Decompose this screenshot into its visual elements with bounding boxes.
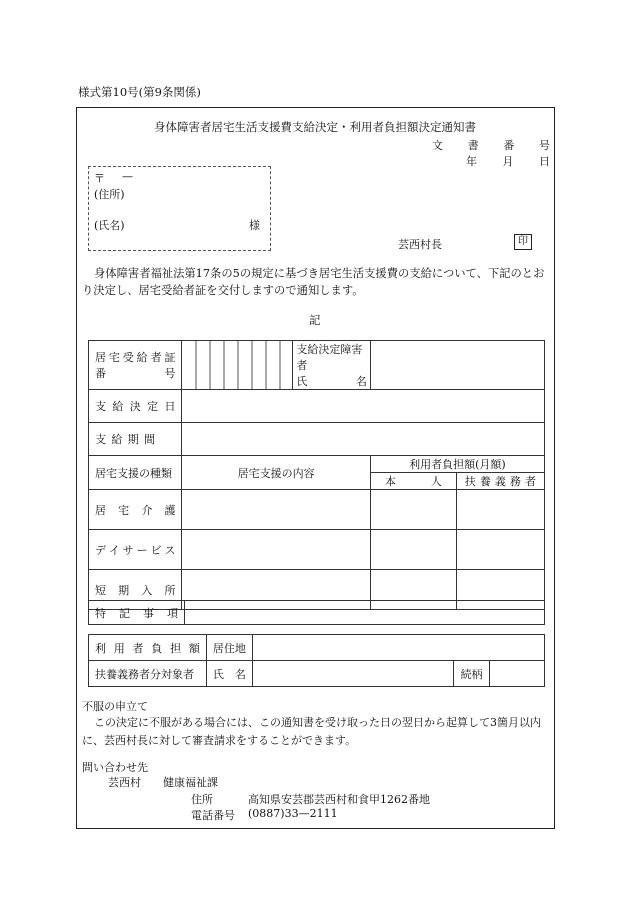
- date-label: [466, 153, 550, 169]
- label-char: 支: [95, 400, 106, 413]
- label-char: 者: [524, 475, 536, 488]
- special-notes-label: [89, 601, 185, 625]
- address-window: [88, 166, 271, 251]
- ki-heading: 記: [309, 313, 321, 327]
- label-char: 号: [538, 139, 550, 152]
- label-char: 書: [467, 139, 479, 152]
- label-char: 氏: [212, 667, 224, 681]
- label-char: 介: [141, 503, 153, 517]
- user-burden-label: [89, 635, 207, 661]
- contact-department: 健康福祉課: [163, 776, 218, 789]
- label-char: 月: [502, 155, 514, 168]
- address-label: (住所): [94, 188, 125, 201]
- label-char: 居: [95, 503, 106, 517]
- label-char: 担: [170, 641, 182, 655]
- label-char: 特: [95, 606, 106, 620]
- label-char: 決: [129, 400, 141, 413]
- label-char: 扶: [464, 475, 476, 488]
- document-number-label: [432, 137, 550, 153]
- service-content-cell: [182, 530, 370, 570]
- label-char: 用: [113, 641, 125, 655]
- label-char: 負: [151, 641, 163, 655]
- label-char: 護: [164, 503, 176, 517]
- label-char: 人: [430, 475, 442, 488]
- label-char: 給: [112, 400, 124, 413]
- appeal-body: この決定に不服がある場合には、この通知書を受け取った日の翌日から起算して3箇月以内に、芸西村長に対して審査請求をすることができます。: [82, 716, 541, 747]
- label-char: 額: [188, 641, 200, 655]
- burden-dependent-cell: [456, 490, 544, 530]
- label-char: 証: [164, 351, 176, 364]
- special-notes-table: [88, 600, 545, 625]
- label-char: イ: [108, 543, 120, 557]
- label-char: 番: [95, 367, 106, 380]
- service-type-header: 居宅支援の種類: [89, 456, 182, 490]
- decision-date-value: [182, 390, 545, 423]
- label-char: 給: [136, 351, 148, 364]
- burden-self-cell: [370, 490, 456, 530]
- service-day-service: [89, 530, 182, 570]
- label-char: 給: [111, 433, 123, 446]
- label-char: 短: [95, 583, 106, 597]
- label-char: 日: [539, 155, 550, 168]
- postal-dash: —: [122, 170, 133, 183]
- burden-dependent-cell: [456, 530, 544, 570]
- special-notes-value: [185, 601, 545, 625]
- label-char: 日: [164, 400, 176, 413]
- label-char: 事: [143, 606, 154, 620]
- label-char: 文: [432, 139, 443, 152]
- contact-address-label: 住所: [191, 793, 213, 806]
- burden-dependent-header: [456, 473, 544, 490]
- label-char: 所: [164, 583, 176, 597]
- dependent-name-label: [206, 661, 252, 687]
- label-char: 名: [355, 375, 367, 388]
- label-char: 者: [132, 641, 144, 655]
- contact-municipality: 芸西村: [108, 776, 141, 789]
- label-char: ー: [136, 543, 148, 557]
- label-char: 年: [466, 155, 477, 168]
- label-char: 受: [122, 351, 134, 364]
- label-char: 記: [119, 606, 130, 620]
- label-char: 入: [141, 583, 153, 597]
- burden-header: 利用者負担額(月額): [370, 456, 544, 473]
- label-char: 号: [164, 367, 176, 380]
- label-char: 務: [509, 475, 521, 488]
- label-char: 期: [127, 433, 139, 446]
- service-content-cell: [182, 490, 370, 530]
- honorific: 様: [249, 219, 260, 232]
- residence-label: 居住地: [206, 635, 252, 661]
- label-char: 期: [118, 583, 130, 597]
- notice-body: 身体障害者福祉法第17条の5の規定に基づき居宅生活支援費の支給について、下記のとおり決定し、居宅受給者証を交付しますので通知します。: [82, 267, 545, 297]
- dependent-target-label: 扶養義務者分対象者: [89, 661, 207, 687]
- contact-heading: 問い合わせ先: [82, 761, 148, 774]
- issuer-title: 芸西村長: [398, 238, 442, 251]
- label-char: 宅: [118, 503, 130, 517]
- label-char: 居: [95, 351, 106, 364]
- label-char: ビ: [150, 543, 162, 557]
- contact-address: 高知県安芸郡芸西村和食甲1262番地: [248, 793, 430, 806]
- contact-phone: (0887)33—2111: [248, 807, 338, 820]
- relation-value: [490, 661, 545, 687]
- label-char: デ: [95, 543, 106, 557]
- label-char: 名: [234, 667, 246, 681]
- service-content-header: 居宅支援の内容: [182, 456, 370, 490]
- label-char: 者: [150, 351, 162, 364]
- burden-self-cell: [370, 530, 456, 570]
- burden-table: [88, 634, 545, 687]
- relation-label: 続柄: [454, 661, 490, 687]
- label-char: 定: [147, 400, 159, 413]
- postal-mark: 〒: [94, 172, 105, 185]
- label-char: 本: [384, 475, 396, 488]
- period-label: [89, 423, 182, 456]
- decision-table: [88, 340, 545, 610]
- label-char: 義: [494, 475, 506, 488]
- burden-self-header: [370, 473, 456, 490]
- label-char: 間: [143, 433, 155, 446]
- label-char: ス: [164, 543, 176, 557]
- contact-phone-label: 電話番号: [191, 809, 235, 822]
- dependent-name-value: [252, 661, 453, 687]
- name-label: (氏名): [94, 219, 125, 232]
- label-char: 項: [167, 606, 178, 620]
- decision-date-label: [89, 390, 182, 423]
- label-char: サ: [122, 543, 134, 557]
- disabled-person-label: 支給決定障害者 氏 名: [293, 341, 371, 390]
- recipient-number-label: [89, 341, 182, 390]
- seal-mark: 印: [514, 234, 532, 250]
- label-char: 番: [503, 139, 515, 152]
- label-char: 氏: [296, 375, 308, 388]
- document-title: 身体障害者居宅生活支援費支給決定・利用者負担額決定通知書: [154, 120, 476, 134]
- residence-value: [252, 635, 544, 661]
- label-char: 宅: [108, 351, 120, 364]
- label-char: 養: [479, 475, 491, 488]
- label-char: 利: [95, 641, 106, 655]
- period-value: [182, 423, 545, 456]
- label-char: 支: [95, 433, 106, 446]
- recipient-number-cells: [182, 341, 293, 390]
- appeal-heading: 不服の申立て: [82, 700, 148, 713]
- service-home-care: [89, 490, 182, 530]
- disabled-person-name-value: [370, 341, 544, 390]
- form-number: 様式第10号(第9条関係): [78, 85, 201, 99]
